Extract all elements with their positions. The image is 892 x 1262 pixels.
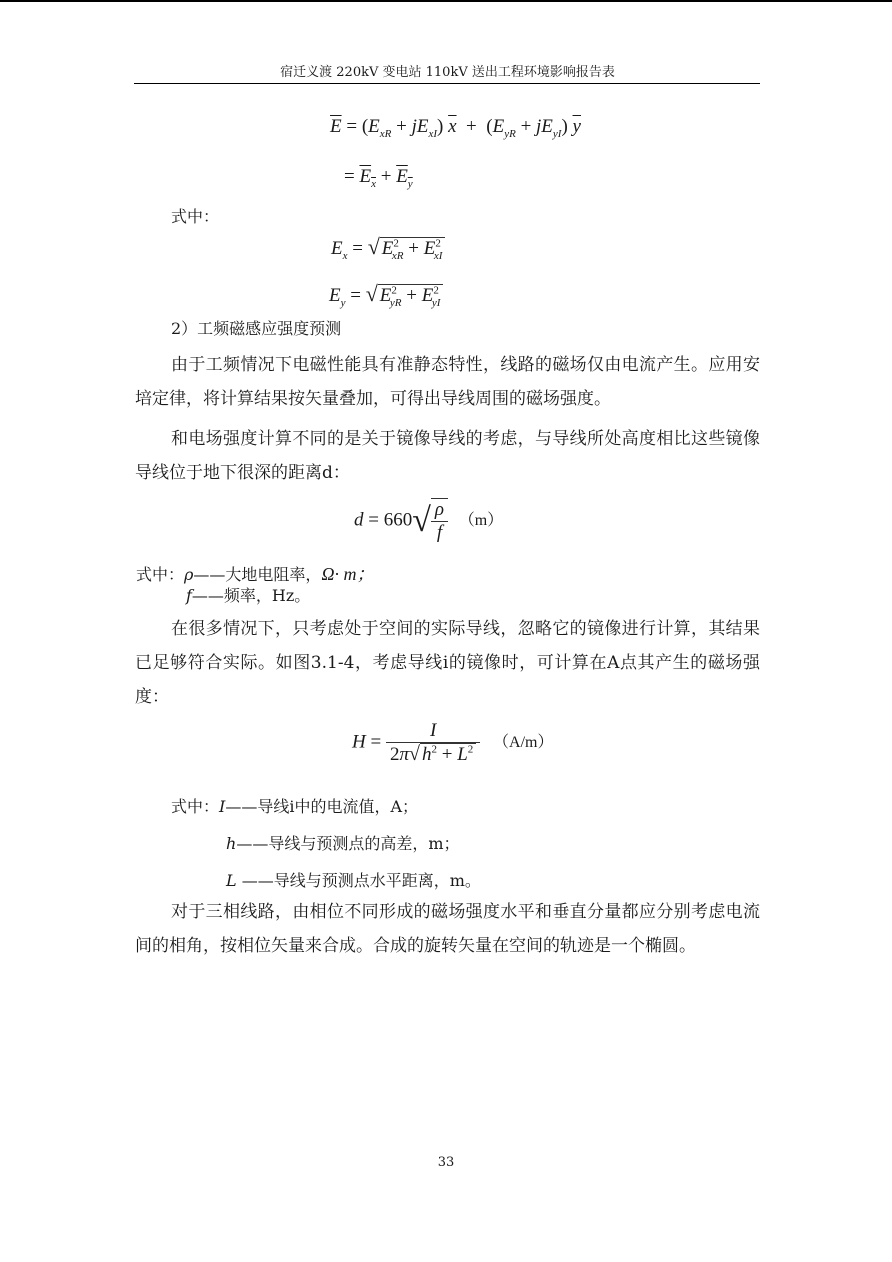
paragraph-2: 和电场强度计算不同的是关于镜像导线的考虑，与导线所处高度相比这些镜像导线位于地下很深的距离d：: [135, 429, 760, 483]
paragraph-1: 由于工频情况下电磁性能具有准静态特性，线路的磁场仅由电流产生。应用安培定律，将计算结果按矢量叠加，可得出导线周围的磁场强度。: [135, 355, 760, 409]
paragraph-4: 对于三相线路，由相位不同形成的磁场强度水平和垂直分量都应分别考虑电流间的相角，按相位矢量来合成。合成的旋转矢量在空间的轨迹是一个椭圆。: [135, 902, 760, 956]
shizhong-label-1: 式中：: [171, 207, 220, 226]
page-number: 33: [437, 1155, 455, 1170]
rho-definition: 式中：ρ——大地电阻率，Ω· m；: [136, 564, 375, 584]
page-header: 宿迁义渡 220kV 变电站 110kV 送出工程环境影响报告表: [280, 65, 615, 80]
l-definition: L ——导线与预测点水平距离，m。: [226, 871, 481, 890]
h-definition: h——导线与预测点的高差，m；: [226, 834, 460, 853]
formula-h: H = $\frac{I}{2\pi√ h^2 + L^2}$ （A/m）: [352, 720, 554, 765]
paragraph-3: 在很多情况下，只考虑处于空间的实际导线，忽略它的镜像进行计算，其结果已足够符合实际。如图3.1-4，考虑导线i的镜像时，可计算在A点其产生的磁场强度：: [135, 619, 760, 707]
formula-e-vector-line1: $\overline{E} = (E_{xR} + jE_{xI}) \overline{x} + (E_{yR} + jE_{yI})$ $\overline{y}$: [330, 116, 581, 140]
d-unit: （m）: [458, 512, 504, 530]
header-rule: [134, 83, 760, 84]
formula-e-vector-line2: = $E_x + E_y$: [344, 166, 413, 190]
i-definition: 式中：I——导线i中的电流值，A；: [171, 797, 419, 816]
formula-d: d = 660√ $\frac{\rho}{f}$ （m）: [354, 499, 504, 543]
formula-ey-magnitude: $E_y$ = √ $E^2_{yR} + E^2_{yI}$: [329, 281, 443, 309]
section-title: 2）工频磁感应强度预测: [171, 319, 342, 338]
f-definition: f——频率，Hz。: [186, 586, 311, 605]
h-unit: （A/m）: [493, 734, 554, 752]
top-border: [0, 0, 892, 2]
formula-ex-magnitude: $E_x$ = √ $E^2_{xR} + E^2_{xI}$: [331, 234, 445, 262]
